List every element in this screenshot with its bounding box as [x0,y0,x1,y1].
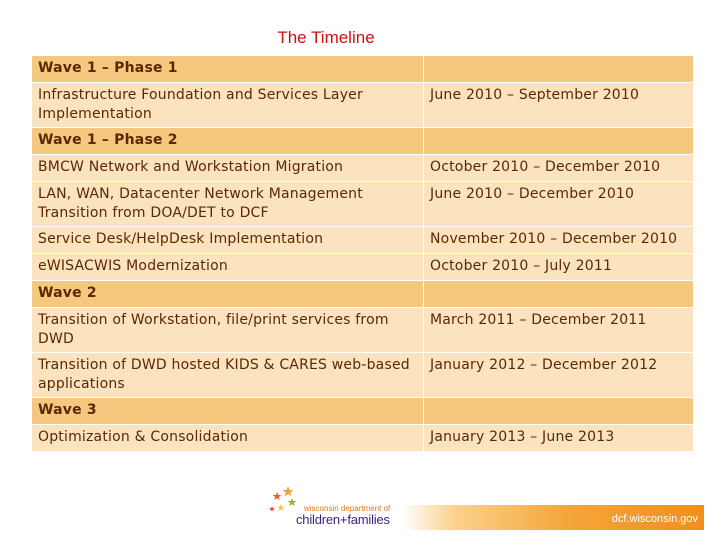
date-cell: November 2010 – December 2010 [424,227,694,254]
page-title: The Timeline [277,28,375,47]
task-cell: Transition of Workstation, file/print services from DWD [32,308,424,353]
task-cell: Optimization & Consolidation [32,425,424,452]
table-row [32,227,694,254]
wave-label: Wave 1 – Phase 1 [32,56,424,83]
task-cell: eWISACWIS Modernization [32,254,424,281]
table-row [32,155,694,182]
date-cell: March 2011 – December 2011 [424,308,694,353]
wave-header-row [32,281,694,308]
wave-date-cell [424,128,694,155]
wave-date-cell [424,398,694,425]
dcf-logo [268,484,398,528]
table-row [32,353,694,398]
task-cell: Service Desk/HelpDesk Implementation [32,227,424,254]
wave-label: Wave 3 [32,398,424,425]
date-cell: June 2010 – December 2010 [424,182,694,227]
table-row [32,254,694,281]
date-cell: October 2010 – July 2011 [424,254,694,281]
logo-line-2: children+families [296,512,390,527]
wave-header-row [32,398,694,425]
task-cell: Infrastructure Foundation and Services Layer Implementation [32,83,424,128]
wave-header-row [32,56,694,83]
task-cell: LAN, WAN, Datacenter Network Management Transition from DOA/DET to DCF [32,182,424,227]
logo-line-1: wisconsin department of [304,504,391,513]
timeline-table [31,55,694,452]
wave-date-cell [424,56,694,83]
footer-bar [402,505,704,530]
wave-label: Wave 2 [32,281,424,308]
date-cell: January 2012 – December 2012 [424,353,694,398]
table-row [32,182,694,227]
wave-label: Wave 1 – Phase 2 [32,128,424,155]
table-row [32,83,694,128]
task-cell: Transition of DWD hosted KIDS & CARES web-based applications [32,353,424,398]
table-row [32,308,694,353]
wave-date-cell [424,281,694,308]
wave-header-row [32,128,694,155]
date-cell: October 2010 – December 2010 [424,155,694,182]
footer-url: dcf.wisconsin.gov [611,513,698,525]
date-cell: January 2013 – June 2013 [424,425,694,452]
date-cell: June 2010 – September 2010 [424,83,694,128]
task-cell: BMCW Network and Workstation Migration [32,155,424,182]
table-row [32,425,694,452]
